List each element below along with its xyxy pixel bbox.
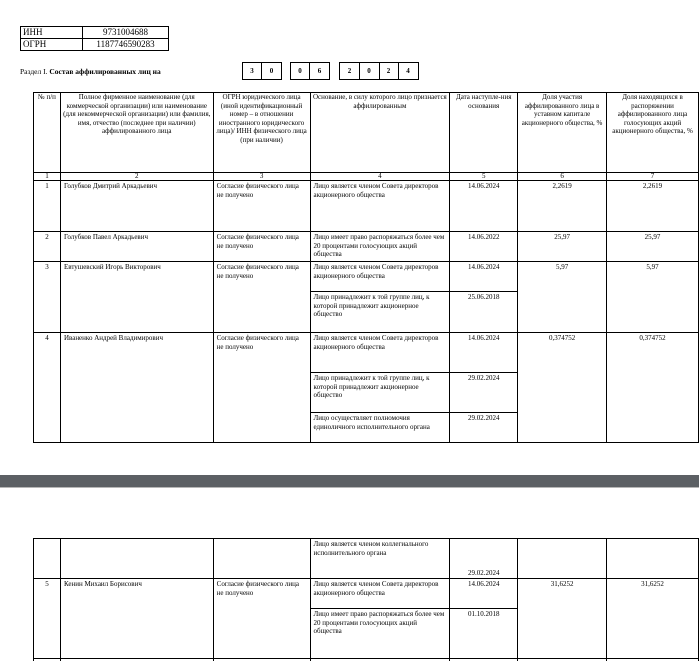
inn-value: 9731004688 <box>83 27 169 39</box>
row-date: 29.02.2024 <box>450 413 518 443</box>
row-date: 14.06.2024 <box>450 333 518 373</box>
row-share: 25,97 <box>518 232 607 262</box>
date-digit: 0 <box>360 63 380 80</box>
row-date: 14.06.2024 <box>450 579 518 609</box>
row-date: 29.02.2024 <box>450 539 518 579</box>
row-num: 2 <box>34 232 61 262</box>
row-basis: Лицо является членом Совета директоров акционерного общества <box>310 333 450 373</box>
ogrn-row <box>21 39 169 51</box>
row-ogrn: Согласие физического лица не получено <box>213 579 310 659</box>
affiliates-table <box>33 92 699 443</box>
date-digit: 0 <box>269 67 274 75</box>
row-name-empty <box>60 539 213 579</box>
row-ogrn-empty <box>213 539 310 579</box>
row-share: 0,374752 <box>518 333 607 443</box>
table-row <box>34 262 699 292</box>
row-num: 5 <box>34 579 61 659</box>
section-heading: Состав аффилированных лиц на <box>49 67 161 76</box>
affiliates-table-continued <box>33 538 699 661</box>
row-basis: Лицо имеет право распоряжаться более чем 20 процентами голосующих акций общества <box>310 609 450 659</box>
row-ogrn: Согласие физического лица не получено <box>213 232 310 262</box>
col-header-ogrn: ОГРН юридического лица (иной идентификационный номер – в отношении иностранного юридического лица)/ ИНН физического лица (при наличии) <box>213 93 310 173</box>
row-date: 14.06.2022 <box>450 232 518 262</box>
table-row <box>34 579 699 609</box>
col-number: 6 <box>518 173 607 181</box>
row-num-empty <box>34 539 61 579</box>
table-row <box>34 232 699 262</box>
table-row <box>34 333 699 373</box>
inn-row <box>21 27 169 39</box>
table-header-row <box>34 93 699 173</box>
col-header-votes: Доля находящихся в распоряжении аффилированного лица голосующих акций акционерного общества, % <box>607 93 699 173</box>
inn-label: ИНН <box>21 27 83 39</box>
row-votes: 2,2619 <box>607 181 699 232</box>
row-basis: Лицо является членом коллегиального исполнительного органа <box>310 539 450 579</box>
page-separator <box>0 475 699 487</box>
row-date: 29.02.2024 <box>450 373 518 413</box>
section-prefix: Раздел I. <box>20 67 48 76</box>
date-digit: 2 <box>341 63 360 80</box>
row-share: 2,2619 <box>518 181 607 232</box>
row-share: 31,6252 <box>518 579 607 659</box>
col-number: 2 <box>60 173 213 181</box>
row-date: 14.06.2024 <box>450 262 518 292</box>
table-row <box>34 181 699 232</box>
date-digit: 4 <box>406 67 410 75</box>
row-name: Голубков Дмитрий Аркадьевич <box>60 181 213 232</box>
col-number: 5 <box>450 173 518 181</box>
date-day-box <box>242 62 282 80</box>
row-name: Иваненко Андрей Владимирович <box>60 333 213 443</box>
row-basis: Лицо является членом Совета директоров акционерного общества <box>310 262 450 292</box>
row-ogrn: Согласие физического лица не получено <box>213 262 310 333</box>
row-basis: Лицо принадлежит к той группе лиц, к которой принадлежит акционерное общество <box>310 373 450 413</box>
row-votes: 5,97 <box>607 262 699 333</box>
row-basis: Лицо принадлежит к той группе лиц, к которой принадлежит акционерное общество <box>310 292 450 333</box>
page-2 <box>0 488 699 661</box>
date-digit: 3 <box>243 63 262 80</box>
row-share-empty <box>518 539 607 579</box>
date-digit: 2 <box>380 63 399 80</box>
row-ogrn: Согласие физического лица не получено <box>213 333 310 443</box>
section-title <box>20 67 161 76</box>
row-votes: 31,6252 <box>607 579 699 659</box>
col-header-num: № п/п <box>34 93 61 173</box>
row-ogrn: Согласие физического лица не получено <box>213 181 310 232</box>
row-num: 4 <box>34 333 61 443</box>
row-votes: 25,97 <box>607 232 699 262</box>
col-header-name: Полное фирменное наименование (для коммерческой организации) или наименование (для некоммерческой организации) или фамилия, имя, отчество (последнее при наличии) аффилированного лица <box>60 93 213 173</box>
date-year-box <box>339 62 419 80</box>
ogrn-label: ОГРН <box>21 39 83 51</box>
col-header-basis: Основание, в силу которого лицо признается аффилированным <box>310 93 450 173</box>
row-votes-empty <box>607 539 699 579</box>
row-date: 01.10.2018 <box>450 609 518 659</box>
date-month-box <box>290 62 330 80</box>
ogrn-value: 1187746590283 <box>83 39 169 51</box>
row-share: 5,97 <box>518 262 607 333</box>
row-votes: 0,374752 <box>607 333 699 443</box>
column-number-row <box>34 173 699 181</box>
col-number: 4 <box>310 173 450 181</box>
col-number: 7 <box>607 173 699 181</box>
date-digit: 6 <box>317 67 322 75</box>
row-basis: Лицо является членом Совета директоров акционерного общества <box>310 579 450 609</box>
row-date: 14.06.2024 <box>450 181 518 232</box>
row-basis: Лицо имеет право распоряжаться более чем 20 процентами голосующих акций общества <box>310 232 450 262</box>
row-num: 3 <box>34 262 61 333</box>
row-name: Кенин Михаил Борисович <box>60 579 213 659</box>
date-digit: 0 <box>291 63 310 80</box>
row-basis: Лицо является членом Совета директоров акционерного общества <box>310 181 450 232</box>
col-number: 3 <box>213 173 310 181</box>
row-date: 25.06.2018 <box>450 292 518 333</box>
row-name: Евтушевский Игорь Викторович <box>60 262 213 333</box>
col-number: 1 <box>34 173 61 181</box>
col-header-date: Дата наступле-ния основания <box>450 93 518 173</box>
row-num: 1 <box>34 181 61 232</box>
table-row-continued <box>34 539 699 579</box>
row-name: Голубков Павел Аркадьевич <box>60 232 213 262</box>
company-ids-table <box>20 26 169 51</box>
col-header-share: Доля участия аффилированного лица в уставном капитале акционерного общества, % <box>518 93 607 173</box>
row-basis: Лицо осуществляет полномочия единоличного исполнительного органа <box>310 413 450 443</box>
